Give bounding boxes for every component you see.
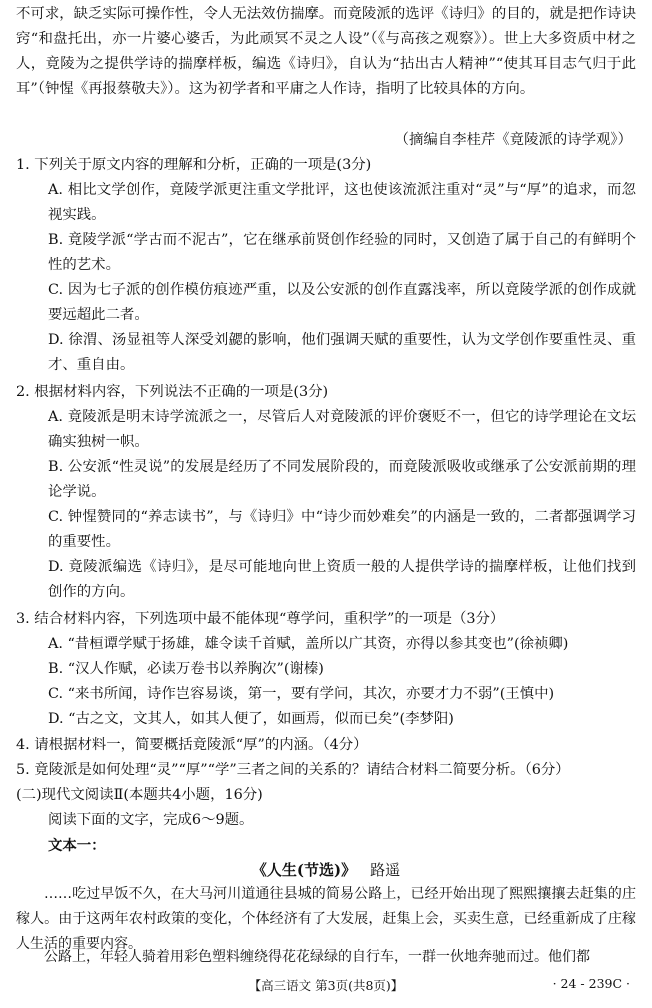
- question-4: 4. 请根据材料一，简要概括竟陵派“厚”的内涵。（4分）: [16, 737, 368, 753]
- question-3-option-c: C. “来书所闻，诗作岂容易谈，第一，要有学问，其次，亦要才力不弱”(王慎中): [48, 686, 555, 702]
- text1-label: 文本一：: [48, 837, 106, 854]
- question-5: 5. 竟陵派是如何处理“灵”“厚”“学”三者之间的关系的？请结合材料二简要分析。（6分）: [16, 762, 570, 778]
- question-1-option-a: A. 相比文学创作，竟陵学派更注重文学批评，这也使该流派注重对“灵”与“厚”的追求，而忽视实践。: [48, 182, 636, 223]
- question-1-option-b: B. 竟陵学派“学古而不泥古”，它在继承前贤创作经验的同时，又创造了属于自己的有鲜明个性的艺术。: [48, 232, 636, 273]
- source-citation: （摘编自李桂芹《竟陵派的诗学观》）: [394, 132, 632, 148]
- page-footer: [0, 976, 652, 998]
- story-author: 路遥: [370, 861, 401, 879]
- question-2-option-a: A. 竟陵派是明末诗学流派之一，尽管后人对竟陵派的评价褒贬不一，但它的诗学理论在文坛确实独树一帜。: [48, 409, 636, 450]
- story-title-text: 《人生(节选)》: [251, 861, 357, 879]
- intro-paragraph: 不可求，缺乏实际可操作性，令人无法效仿揣摩。而竟陵派的选评《诗归》的目的，就是把作诗诀窍“和盘托出，亦一片婆心婆舌，为此顽冥不灵之人设”（《与高孩之观察》）。世上大多资质中材之人，竟陵为之提供学诗的揣摩样板，编选《诗归》，自认为“拈出古人精神”“使其耳目志气归于此耳”（钟惺《再报蔡敬夫》）。这为初学者和平庸之人作诗，指明了比较具体的方向。: [16, 6, 636, 97]
- reading-instruction: 阅读下面的文字，完成6～9题。: [48, 812, 254, 828]
- question-3-stem: 3. 结合材料内容，下列选项中最不能体现“尊学问，重积学”的一项是（3分）: [16, 611, 505, 627]
- section-heading: (二)现代文阅读Ⅱ(本题共4小题，16分): [16, 787, 263, 803]
- question-2-option-d: D. 竟陵派编选《诗归》，是尽可能地向世上资质一般的人提供学诗的揣摩样板，让他们找到创作的方向。: [48, 559, 636, 600]
- footer-page-info: 【高三语文 第3页(共8页)】: [248, 978, 404, 993]
- question-3-option-d: D. “古之文，文其人，如其人便了，如画焉，似而已矣”(李梦阳): [48, 711, 454, 727]
- story-paragraph-2: 公路上，年轻人骑着用彩色塑料缠绕得花花绿绿的自行车，一群一伙地奔驰而过。他们都: [44, 949, 590, 965]
- footer-code: · 24 - 239C ·: [552, 976, 630, 991]
- question-3-option-b: B. “汉人作赋，必读万卷书以养胸次”(谢榛): [48, 661, 324, 677]
- question-2-option-b: B. 公安派“性灵说”的发展是经历了不同发展阶段的，而竟陵派吸收或继承了公安派前期的理论学说。: [48, 459, 636, 500]
- question-2-stem: 2. 根据材料内容，下列说法不正确的一项是(3分): [16, 384, 329, 400]
- question-1-option-c: C. 因为七子派的创作模仿痕迹严重，以及公安派的创作直露浅率，所以竟陵学派的创作成就要远超此二者。: [48, 282, 636, 323]
- question-3-option-a: A. “昔桓谭学赋于扬雄，雄令读千首赋，盖所以广其资，亦得以参其变也”(徐祯卿): [48, 636, 569, 652]
- story-title: [0, 858, 652, 883]
- question-2-option-c: C. 钟惺赞同的“养志读书”，与《诗归》中“诗少而妙难矣”的内涵是一致的，二者都强调学习的重要性。: [48, 509, 636, 550]
- question-1-option-d: D. 徐渭、汤显祖等人深受刘勰的影响，他们强调天赋的重要性，认为文学创作要重性灵、重才、重自由。: [48, 332, 636, 373]
- story-paragraph-1: ……吃过早饭不久，在大马河川道通往县城的简易公路上，已经开始出现了熙熙攘攘去赶集的庄稼人。由于这两年农村政策的变化，个体经济有了大发展，赶集上会，买卖生意，已经重新成了庄稼人生活的重要内容。: [16, 886, 636, 952]
- question-1-stem: 1. 下列关于原文内容的理解和分析，正确的一项是(3分): [16, 157, 372, 173]
